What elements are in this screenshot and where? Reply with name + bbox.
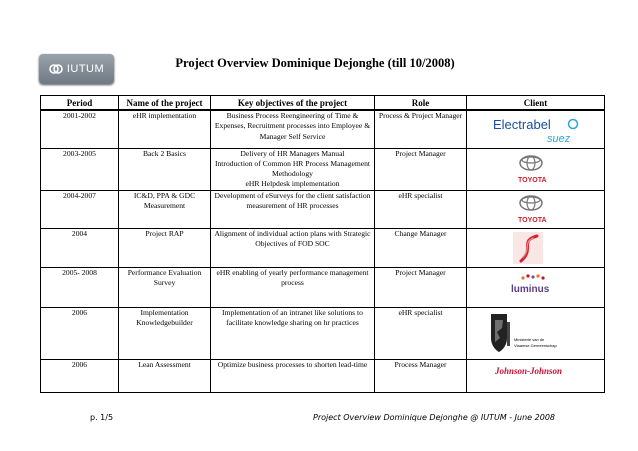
cell-objectives: Delivery of HR Managers Manual Introduction of Common HR Process Management Methodology eHR Helpdesk implementation — [211, 148, 375, 190]
electrabel-logo-mark — [569, 120, 578, 129]
cell-objectives: Implementation of an intranet like solutions to facilitate knowledge sharing on hr practices — [211, 307, 375, 359]
cell-objectives: Alignment of individual action plans with Strategic Objectives of FOD SOC — [211, 228, 375, 267]
table-row — [41, 148, 605, 190]
cell-period: 2006 — [41, 307, 119, 359]
toyota-logo — [467, 191, 605, 229]
cell-name: Performance Evaluation Survey — [119, 267, 211, 307]
cell-role: Project Manager — [375, 148, 467, 190]
toyota-logo-text: TOYOTA — [518, 176, 547, 184]
cell-period: 2003-2005 — [41, 148, 119, 190]
cell-objectives: Optimize business processes to shorten lead-time — [211, 359, 375, 392]
cell-period: 2006 — [41, 359, 119, 392]
cell-objectives: Development of eSurveys for the client satisfaction measurement of HR processes — [211, 190, 375, 228]
project-table — [40, 95, 605, 393]
cell-period: 2004 — [41, 228, 119, 267]
cell-period: 2005- 2008 — [41, 267, 119, 307]
column-header-period: Period — [41, 96, 119, 111]
iutum-logo-text: IUTUM — [66, 63, 105, 75]
electrabel-logo — [467, 111, 605, 148]
luminus-dot — [536, 274, 539, 277]
cell-client — [467, 228, 605, 267]
column-header-role: Role — [375, 96, 467, 111]
table-row — [41, 359, 605, 392]
page-title: Project Overview Dominique Dejonghe (till 10/2008) — [175, 56, 455, 70]
luminus-dot — [541, 276, 544, 279]
cell-role: Project Manager — [375, 267, 467, 307]
vlaamse-gemeenschap-logo — [467, 308, 605, 360]
table-row — [41, 267, 605, 307]
cell-client — [467, 190, 605, 228]
cell-role: Process & Project Manager — [375, 110, 467, 148]
table-row — [41, 190, 605, 228]
toyota-emblem-band — [522, 197, 540, 203]
toyota-logo — [467, 149, 605, 189]
vlaamse-logo-text: Ministerie van de — [514, 336, 545, 342]
cell-client — [467, 148, 605, 190]
cell-name: Project RAP — [119, 228, 211, 267]
cell-role: Change Manager — [375, 228, 467, 267]
cell-name: Lean Assessment — [119, 359, 211, 392]
cell-name: Back 2 Basics — [119, 148, 211, 190]
logo-divider — [507, 322, 510, 346]
cell-client — [467, 359, 605, 392]
table-row — [41, 110, 605, 148]
suez-logo-text: suez — [547, 133, 571, 146]
cell-objectives: eHR enabling of yearly performance management process — [211, 267, 375, 307]
iutum-logo — [39, 54, 114, 84]
toyota-logo-text: TOYOTA — [518, 216, 547, 224]
column-header-objectives: Key objectives of the project — [211, 96, 375, 111]
page-number: p. 1/5 — [90, 413, 114, 422]
electrabel-logo-text: Electrabel — [493, 117, 551, 133]
column-header-client: Client — [467, 96, 605, 111]
cell-client — [467, 110, 605, 148]
cell-period: 2004-2007 — [41, 190, 119, 228]
footer-caption: Project Overview Dominique Dejonghe @ IUTUM - June 2008 — [313, 413, 555, 422]
table-row — [41, 228, 605, 267]
cell-name: eHR implementation — [119, 110, 211, 148]
lion-shield-icon — [491, 314, 507, 352]
table-row — [41, 307, 605, 359]
cell-name: IC&D, PPA & GDC Measurement — [119, 190, 211, 228]
toyota-emblem-band — [522, 157, 540, 163]
johnson-johnson-logo-text: Johnson-Johnson — [495, 365, 563, 376]
luminus-logo — [467, 268, 605, 308]
vlaamse-logo-text: Vlaamse Gemeenschap — [514, 342, 557, 348]
fod-soc-logo — [467, 229, 605, 268]
cell-objectives: Business Process Reengineering of Time & Expenses, Recruitment processes into Employee & Manager Self Service — [211, 110, 375, 148]
cell-client — [467, 267, 605, 307]
iutum-logo-icon — [49, 62, 63, 76]
cell-role: eHR specialist — [375, 307, 467, 359]
cell-period: 2001-2002 — [41, 110, 119, 148]
column-header-name: Name of the project — [119, 96, 211, 111]
table-header-row — [41, 96, 605, 111]
luminus-dot — [521, 276, 524, 279]
cell-role: Process Manager — [375, 359, 467, 392]
johnson-johnson-logo — [467, 360, 605, 393]
luminus-dot — [531, 275, 534, 278]
cell-role: eHR specialist — [375, 190, 467, 228]
cell-client — [467, 307, 605, 359]
luminus-logo-text: luminus — [511, 283, 550, 295]
luminus-dot — [526, 274, 529, 277]
cell-name: Implementation Knowledgebuilder — [119, 307, 211, 359]
